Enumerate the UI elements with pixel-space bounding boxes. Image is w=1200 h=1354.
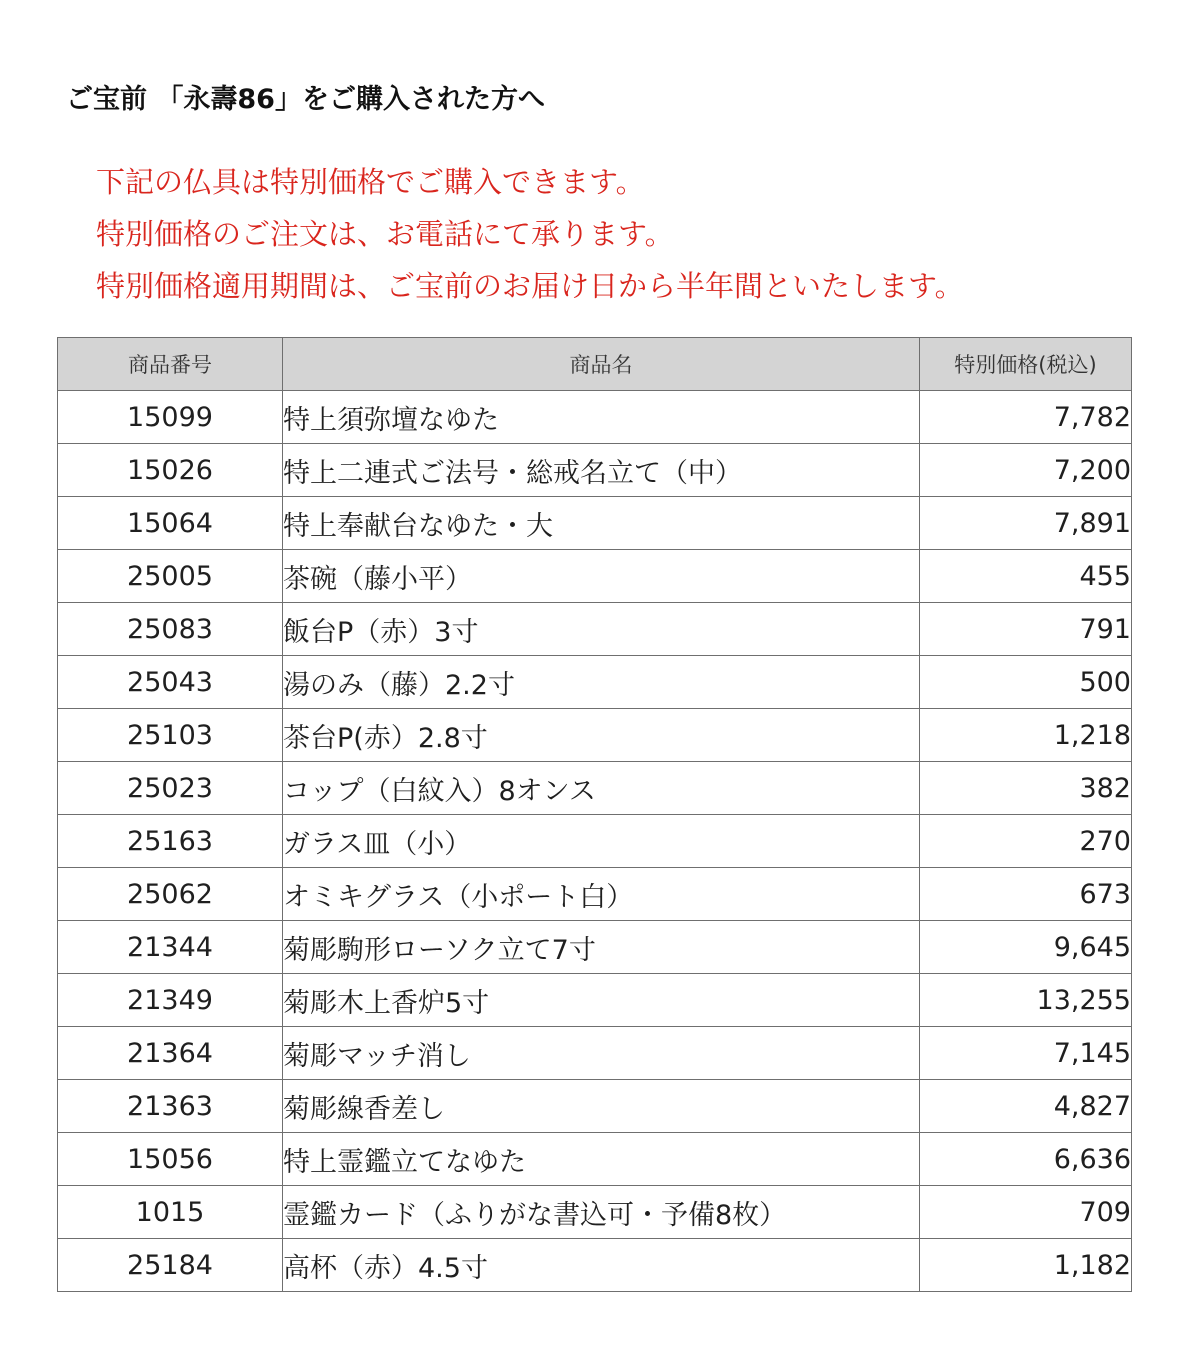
- table-row: [58, 815, 1132, 868]
- product-code-cell: 15026: [58, 444, 283, 497]
- product-name-cell: 菊彫線香差し: [283, 1080, 920, 1133]
- product-code-cell: 21363: [58, 1080, 283, 1133]
- table-row: [58, 603, 1132, 656]
- special-price-cell: 7,145: [920, 1027, 1132, 1080]
- special-price-cell: 9,645: [920, 921, 1132, 974]
- product-code-cell: 15099: [58, 391, 283, 444]
- product-code-cell: 15056: [58, 1133, 283, 1186]
- table-row: [58, 1239, 1132, 1292]
- product-name-cell: 湯のみ（藤）2.2寸: [283, 656, 920, 709]
- product-code-cell: 25184: [58, 1239, 283, 1292]
- product-name-cell: 飯台P（赤）3寸: [283, 603, 920, 656]
- product-name-cell: 特上霊鑑立てなゆた: [283, 1133, 920, 1186]
- special-price-cell: 500: [920, 656, 1132, 709]
- product-name-cell: 茶碗（藤小平）: [283, 550, 920, 603]
- special-price-cell: 1,182: [920, 1239, 1132, 1292]
- product-name-cell: 菊彫駒形ローソク立て7寸: [283, 921, 920, 974]
- product-name-cell: 特上奉献台なゆた・大: [283, 497, 920, 550]
- notice-order-by-phone: 特別価格のご注文は、お電話にて承ります。: [96, 217, 674, 251]
- special-price-cell: 791: [920, 603, 1132, 656]
- special-price-cell: 7,782: [920, 391, 1132, 444]
- special-price-cell: 709: [920, 1186, 1132, 1239]
- notice-special-price: 下記の仏具は特別価格でご購入できます。: [96, 165, 645, 199]
- product-name-cell: 菊彫マッチ消し: [283, 1027, 920, 1080]
- table-row: [58, 868, 1132, 921]
- table-row: [58, 974, 1132, 1027]
- table-row: [58, 762, 1132, 815]
- product-code-cell: 25163: [58, 815, 283, 868]
- special-price-cell: 6,636: [920, 1133, 1132, 1186]
- special-price-cell: 382: [920, 762, 1132, 815]
- special-price-cell: 673: [920, 868, 1132, 921]
- table-header-row: [58, 338, 1132, 391]
- product-name-cell: コップ（白紋入）8オンス: [283, 762, 920, 815]
- table-row: [58, 391, 1132, 444]
- page-title: ご宝前 「永壽86」をご購入された方へ: [66, 84, 545, 115]
- table-row: [58, 497, 1132, 550]
- product-name-cell: ガラス皿（小）: [283, 815, 920, 868]
- special-price-cell: 1,218: [920, 709, 1132, 762]
- table-body: [58, 391, 1132, 1292]
- product-code-cell: 25005: [58, 550, 283, 603]
- product-code-cell: 1015: [58, 1186, 283, 1239]
- table-row: [58, 656, 1132, 709]
- table-row: [58, 1080, 1132, 1133]
- header-special-price: 特別価格(税込): [920, 338, 1132, 391]
- header-product-code: 商品番号: [58, 338, 283, 391]
- table-row: [58, 921, 1132, 974]
- product-code-cell: 21349: [58, 974, 283, 1027]
- special-price-cell: 7,200: [920, 444, 1132, 497]
- special-price-cell: 4,827: [920, 1080, 1132, 1133]
- product-name-cell: 高杯（赤）4.5寸: [283, 1239, 920, 1292]
- price-table: [57, 337, 1132, 1292]
- special-price-cell: 270: [920, 815, 1132, 868]
- product-code-cell: 25043: [58, 656, 283, 709]
- product-name-cell: 茶台P(赤）2.8寸: [283, 709, 920, 762]
- product-name-cell: 霊鑑カード（ふりがな書込可・予備8枚）: [283, 1186, 920, 1239]
- header-product-name: 商品名: [283, 338, 920, 391]
- table-row: [58, 709, 1132, 762]
- product-code-cell: 25103: [58, 709, 283, 762]
- product-code-cell: 21364: [58, 1027, 283, 1080]
- table-row: [58, 1133, 1132, 1186]
- product-code-cell: 25062: [58, 868, 283, 921]
- table-row: [58, 550, 1132, 603]
- product-code-cell: 25023: [58, 762, 283, 815]
- product-name-cell: 特上須弥壇なゆた: [283, 391, 920, 444]
- product-code-cell: 15064: [58, 497, 283, 550]
- product-code-cell: 25083: [58, 603, 283, 656]
- table-row: [58, 444, 1132, 497]
- special-price-cell: 7,891: [920, 497, 1132, 550]
- product-name-cell: オミキグラス（小ポート白）: [283, 868, 920, 921]
- table-row: [58, 1027, 1132, 1080]
- special-price-cell: 13,255: [920, 974, 1132, 1027]
- special-price-cell: 455: [920, 550, 1132, 603]
- notice-list: [96, 156, 964, 312]
- product-name-cell: 特上二連式ご法号・総戒名立て（中）: [283, 444, 920, 497]
- product-name-cell: 菊彫木上香炉5寸: [283, 974, 920, 1027]
- table-row: [58, 1186, 1132, 1239]
- product-code-cell: 21344: [58, 921, 283, 974]
- notice-validity-period: 特別価格適用期間は、ご宝前のお届け日から半年間といたします。: [96, 269, 964, 303]
